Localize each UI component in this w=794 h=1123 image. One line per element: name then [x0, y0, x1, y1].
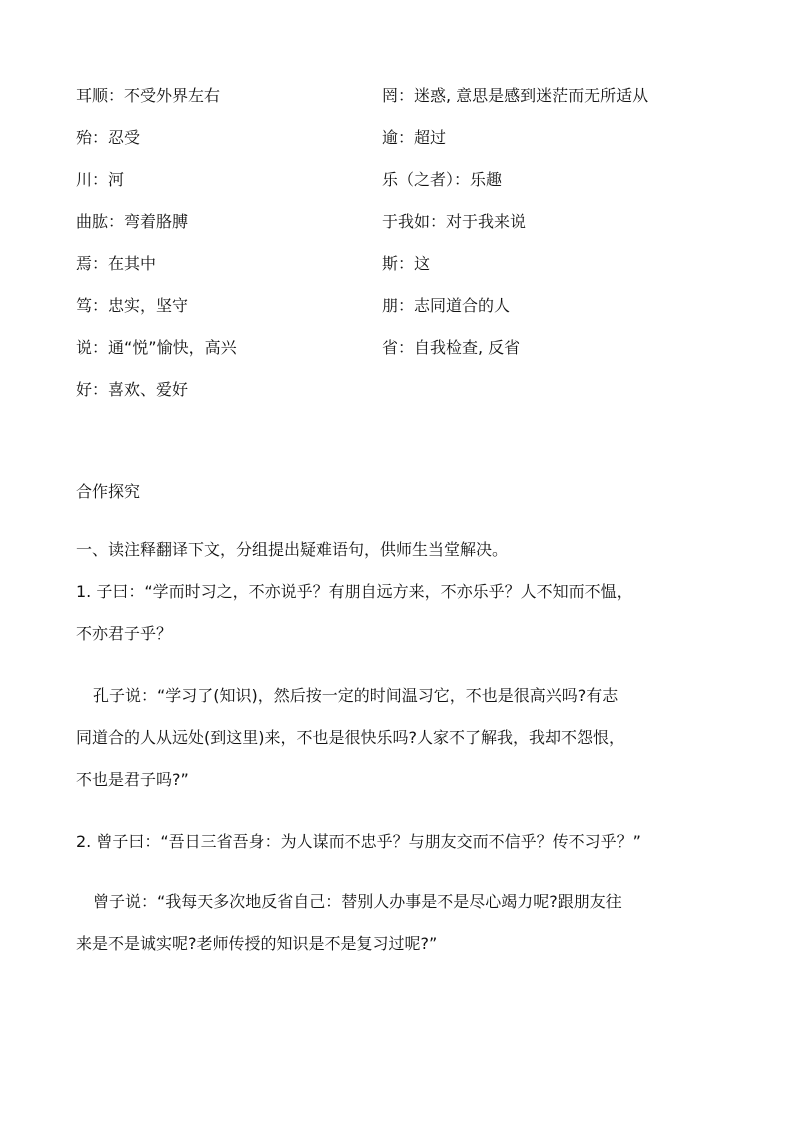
- vocabulary-term-right: 罔：迷惑, 意思是感到迷茫而无所适从: [382, 86, 649, 105]
- vocabulary-term-left: 说：通“悦”愉快，高兴: [76, 338, 237, 357]
- vocabulary-term-left: 曲肱：弯着胳膊: [76, 212, 189, 231]
- vocabulary-row: [76, 172, 736, 200]
- vocabulary-term-right: 乐（之者）：乐趣: [382, 170, 503, 189]
- translation-2-line-2: 来是不是诚实呢?老师传授的知识是不是复习过呢?”: [76, 934, 438, 953]
- translation-1-line-2: 同道合的人从远处(到这里)来，不也是很快乐吗?人家不了解我，我却不怨恨，: [76, 728, 625, 747]
- vocabulary-row: [76, 256, 736, 284]
- translation-2-line-1: 曾子说：“我每天多次地反省自己：替别人办事是不是尽心竭力呢?跟朋友往: [93, 892, 622, 911]
- vocabulary-term-right: 斯：这: [382, 254, 431, 273]
- vocabulary-row: [76, 214, 736, 242]
- vocabulary-term-left: 焉：在其中: [76, 254, 157, 273]
- vocabulary-row: [76, 88, 736, 116]
- vocabulary-term-left: 耳顺：不受外界左右: [76, 86, 221, 105]
- vocabulary-row: [76, 382, 736, 410]
- passage-2-line-1: 2. 曾子曰：“吾日三省吾身：为人谋而不忠乎？与朋友交而不信乎？传不习乎？”: [76, 832, 641, 851]
- passage-1-line-1: 1. 子曰：“学而时习之，不亦说乎？有朋自远方来，不亦乐乎？人不知而不愠，: [76, 582, 633, 601]
- vocabulary-term-right: 于我如：对于我来说: [382, 212, 527, 231]
- vocabulary-row: [76, 340, 736, 368]
- vocabulary-term-left: 好：喜欢、爱好: [76, 380, 189, 399]
- vocabulary-term-left: 殆：忍受: [76, 128, 141, 147]
- passage-1-line-2: 不亦君子乎？: [76, 624, 173, 643]
- vocabulary-term-left: 笃：忠实，坚守: [76, 296, 189, 315]
- vocabulary-term-right: 逾：超过: [382, 128, 447, 147]
- instruction-text: 一、读注释翻译下文，分组提出疑难语句，供师生当堂解决。: [76, 540, 509, 559]
- vocabulary-term-right: 省：自我检查, 反省: [382, 338, 521, 357]
- section-title: 合作探究: [76, 482, 141, 501]
- vocabulary-term-right: 朋：志同道合的人: [382, 296, 511, 315]
- translation-1-line-1: 孔子说：“学习了(知识)，然后按一定的时间温习它，不也是很高兴吗?有志: [93, 686, 619, 705]
- vocabulary-term-left: 川：河: [76, 170, 125, 189]
- translation-1-line-3: 不也是君子吗?”: [76, 770, 189, 789]
- vocabulary-row: [76, 130, 736, 158]
- vocabulary-row: [76, 298, 736, 326]
